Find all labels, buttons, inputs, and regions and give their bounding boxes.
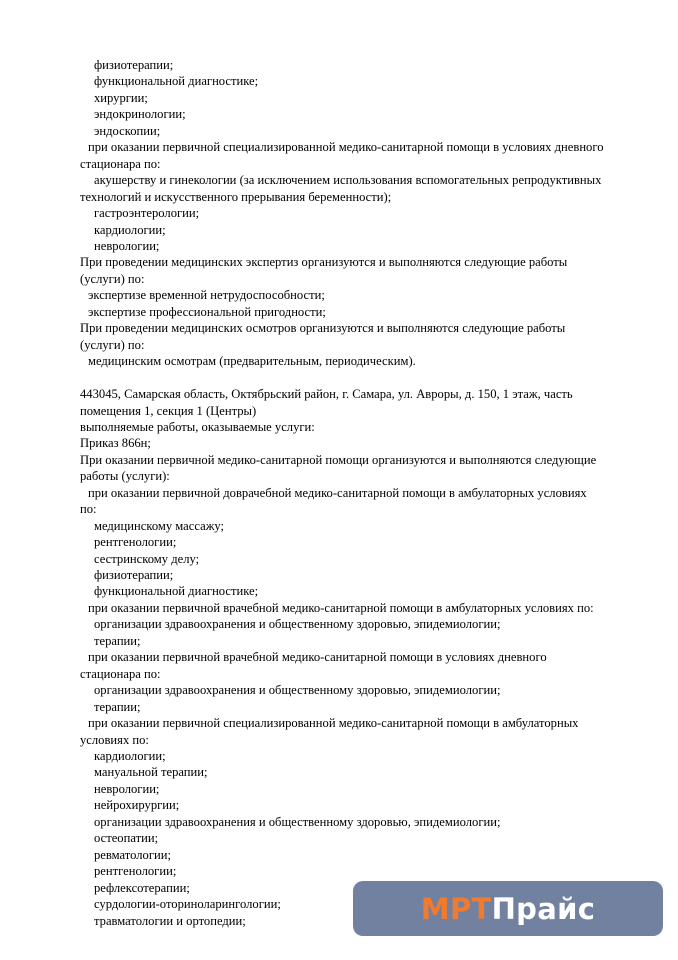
- document-line: эндокринологии;: [94, 107, 186, 122]
- document-line: 443045, Самарская область, Октябрьский район, г. Самара, ул. Авроры, д. 150, 1 этаж, часть: [80, 387, 573, 402]
- document-line: травматологии и ортопедии;: [94, 913, 246, 928]
- document-line: условиях по:: [80, 732, 149, 747]
- document-line: хирургии;: [94, 90, 148, 105]
- document-line: неврологии;: [94, 781, 160, 796]
- document-line: при оказании первичной специализированной медико-санитарной помощи в амбулаторных: [88, 716, 579, 731]
- document-line: остеопатии;: [94, 831, 159, 846]
- document-line: при оказании первичной специализированной медико-санитарной помощи в условиях дневного: [88, 140, 604, 155]
- document-line: рентгенологии;: [94, 864, 177, 879]
- document-line: организации здравоохранения и общественному здоровью, эпидемиологии;: [94, 814, 501, 829]
- document-line: рефлексотерапии;: [94, 880, 190, 895]
- document-line: (услуги) по:: [80, 271, 145, 286]
- document-line: рентгенологии;: [94, 535, 177, 550]
- document-line: работы (услуги):: [80, 469, 170, 484]
- document-line: медицинским осмотрам (предварительным, периодическим).: [88, 354, 416, 369]
- document-line: помещения 1, секция 1 (Центры): [80, 403, 257, 418]
- document-line: стационара по:: [80, 666, 161, 681]
- document-line: стационара по:: [80, 156, 161, 171]
- watermark-text-price: Прайс: [491, 891, 596, 926]
- document-line: неврологии;: [94, 238, 160, 253]
- document-line: по:: [80, 502, 97, 517]
- document-line: акушерству и гинекологии (за исключением использования вспомогательных репродуктивных: [94, 173, 602, 188]
- document-line: организации здравоохранения и общественному здоровью, эпидемиологии;: [94, 617, 501, 632]
- document-line: выполняемые работы, оказываемые услуги:: [80, 419, 315, 434]
- document-line: кардиологии;: [94, 749, 166, 764]
- document-body: [80, 57, 650, 929]
- document-line: сестринскому делу;: [94, 551, 200, 566]
- document-line: При оказании первичной медико-санитарной помощи организуются и выполняются следующие: [80, 452, 597, 467]
- document-line: мануальной терапии;: [94, 765, 208, 780]
- document-line: организации здравоохранения и общественному здоровью, эпидемиологии;: [94, 683, 501, 698]
- document-line: ревматологии;: [94, 847, 171, 862]
- document-line: функциональной диагностике;: [94, 74, 259, 89]
- document-line: кардиологии;: [94, 222, 166, 237]
- document-line: экспертизе временной нетрудоспособности;: [88, 288, 325, 303]
- document-line: нейрохирургии;: [94, 798, 180, 813]
- document-line: терапии;: [94, 633, 141, 648]
- mrtprice-watermark-logo: [353, 881, 663, 936]
- paragraph-gap: [80, 370, 650, 386]
- document-line: физиотерапии;: [94, 568, 174, 583]
- document-line: при оказании первичной врачебной медико-санитарной помощи в амбулаторных условиях по:: [88, 600, 594, 615]
- document-line: При проведении медицинских осмотров организуются и выполняются следующие работы: [80, 321, 566, 336]
- document-line: (услуги) по:: [80, 337, 145, 352]
- document-line: технологий и искусственного прерывания беременности);: [80, 189, 392, 204]
- document-line: При проведении медицинских экспертиз организуются и выполняются следующие работы: [80, 255, 568, 270]
- document-line: при оказании первичной доврачебной медико-санитарной помощи в амбулаторных условиях: [88, 485, 587, 500]
- document-line: терапии;: [94, 699, 141, 714]
- document-line: эндоскопии;: [94, 123, 161, 138]
- document-line: экспертизе профессиональной пригодности;: [88, 304, 326, 319]
- document-line: функциональной диагностике;: [94, 584, 259, 599]
- document-line: гастроэнтерологии;: [94, 206, 200, 221]
- document-line: сурдологии-оториноларингологии;: [94, 897, 281, 912]
- document-line: при оказании первичной врачебной медико-санитарной помощи в условиях дневного: [88, 650, 547, 665]
- document-line: физиотерапии;: [94, 58, 174, 72]
- watermark-text-mrt: МРТ: [420, 891, 492, 926]
- document-line: Приказ 866н;: [80, 436, 151, 451]
- document-line: медицинскому массажу;: [94, 518, 225, 533]
